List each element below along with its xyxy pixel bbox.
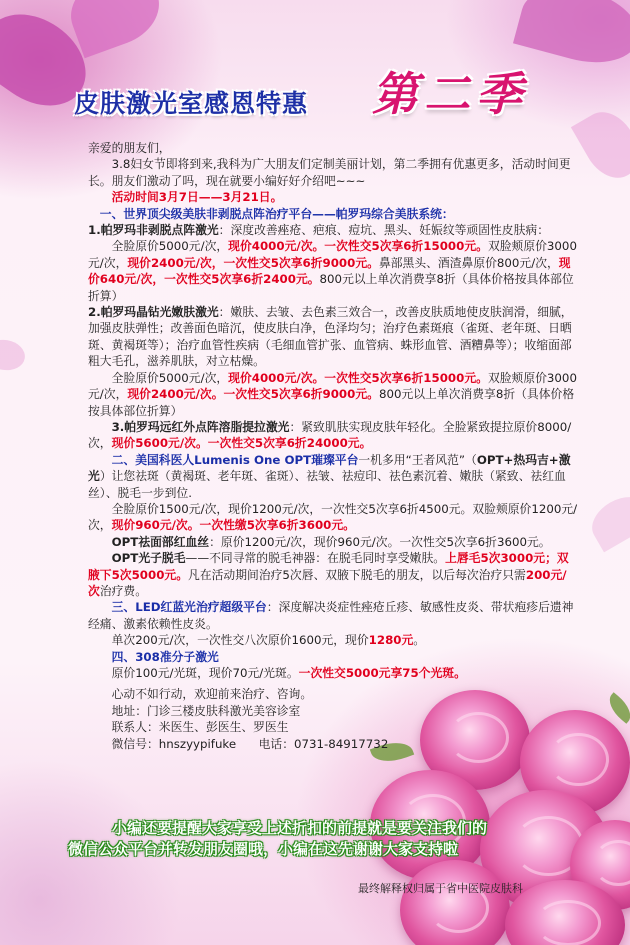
section3-price: [88, 632, 578, 648]
price-highlight: 现价4000元/次。一次性交5次享6折15000元。: [228, 370, 488, 385]
footer-disclaimer: 最终解释权归属于省中医院皮肤科: [358, 882, 523, 895]
section3: [88, 599, 578, 632]
item-desc: ：深度改善痤疮、疤痕、痘坑、黑头、妊娠纹等顽固性皮肤病：: [218, 223, 549, 238]
price-text: 原价100元/光斑，现价70元/光斑。: [111, 666, 299, 680]
section2-opt: OPT+热玛吉+激光: [88, 452, 571, 484]
item-desc: 治疗费。: [99, 583, 148, 598]
section2-item2: [88, 534, 578, 550]
poster-title: 皮肤激光室感恩特惠: [74, 89, 309, 118]
price-highlight: 200元/次: [88, 567, 567, 598]
reminder-note: [68, 818, 588, 860]
price-highlight: 现价5600元/次。一次性交5次享6折24000元。: [111, 436, 372, 451]
price-highlight: 现价640元/次，一次性交5次享6折2400元。: [88, 255, 571, 287]
section1-item3: [88, 419, 578, 452]
price-highlight: 现价2400元/次。一次性交5次享6折9000元。: [127, 387, 379, 402]
reminder-line: 微信公众平台并转发朋友圈哦，小编在这先谢谢大家支持啦: [68, 840, 459, 858]
section2-price: [88, 501, 578, 534]
price-highlight: 1280元: [368, 633, 414, 648]
item-desc: ：原价1200元/次，现价960元/次。一次性交5次享6折3600元。: [209, 534, 551, 549]
greeting: 亲爱的朋友们，: [88, 141, 171, 155]
price-highlight: 现价4000元/次。一次性交5次享6折15000元。: [228, 239, 488, 254]
activity-period: 活动时间3月7日——3月21日。: [111, 190, 283, 205]
season-title: 第二季: [372, 67, 528, 121]
section2-item3: [88, 550, 578, 599]
section1-item2-price: [88, 370, 578, 419]
leaf-decoration: [603, 692, 630, 724]
price-text: 单次200元/次，一次性交八次原价1600元，现价: [111, 633, 369, 648]
price-text: 鼻部黑头、酒渣鼻原价800元/次，: [378, 255, 559, 270]
section2-heading: 二、美国科医人Lumenis One OPT璀璨平台: [111, 452, 359, 467]
item-name: 3.帕罗玛远红外点阵溶脂提拉激光: [111, 419, 290, 434]
section2-desc: 一机多用“王者风范”（: [358, 452, 477, 467]
section4-heading: 四、308准分子激光: [111, 649, 219, 664]
wechat-id: 微信号：hnszyypifuke: [111, 736, 237, 751]
price-highlight: 现价2400元/次，一次性交5次享6折9000元。: [127, 255, 379, 270]
petal-decoration: [0, 337, 27, 373]
petal-decoration: [513, 0, 630, 74]
price-highlight: 上唇毛5次3000元；双腋下5次5000元。: [88, 551, 569, 582]
section1-item2: [88, 304, 578, 370]
price-text: 。: [413, 633, 426, 648]
price-highlight: 现价960元/次。一次性缴5次享6折3600元。: [111, 518, 355, 533]
petal-decoration: [571, 102, 630, 188]
section3-heading: 三、LED红蓝光治疗超级平台: [111, 600, 267, 615]
section1-heading: 一、世界顶尖级美肤非剥脱点阵治疗平台——帕罗玛综合美肤系统：: [99, 206, 454, 221]
item-name: OPT光子脱毛: [111, 551, 186, 566]
price-text: 800元以上单次消费享8折（具体价格按具体部位折算）: [88, 272, 574, 303]
intro-text: 3.8妇女节即将到来,我科为广大朋友们定制美丽计划，第二季拥有优惠更多，活动时间更长。朋友们激动了吗，现在就要小编好好介绍吧~~~: [88, 157, 571, 188]
contact-address: 地址：门诊三楼皮肤科激光美容诊室: [111, 703, 301, 718]
item-desc: ——不同寻常的脱毛神器：在脱毛同时享受嫩肤。: [185, 551, 446, 566]
section1-item1: [88, 222, 578, 238]
poster-content: [88, 140, 578, 752]
section1-item1-price: [88, 238, 578, 304]
phone-number: 电话：0731-84917732: [258, 736, 389, 751]
item-name: 2.帕罗玛晶钻光嫩肤激光: [88, 305, 219, 320]
item-desc: ：嫩肤、去皱、去色素三效合一，改善皮肤质地使皮肤润滑，细腻，加强皮肤弹性；改善面色暗沉，使皮肤白净，色泽均匀；治疗色素斑痕（雀斑、老年斑、日晒斑、黄褐斑等）；治疗血管性疾病（毛细血管扩张、血管病、蛛形血管、酒糟鼻等）；收缩面部粗大毛孔，滋养肌肤，对立枯燥。: [88, 305, 573, 369]
price-text: 双脸颊原价3000元/次，: [88, 239, 577, 270]
item-name: OPT祛面部红血丝: [111, 534, 210, 549]
section4-price: [88, 665, 578, 681]
price-text: 双脸颊原价3000元/次，: [88, 370, 577, 402]
price-text: 全脸原价5000元/次，: [111, 239, 229, 254]
item-desc: 凡在活动期间治疗5次唇、双腋下脱毛的朋友，以后每次治疗只需: [188, 567, 526, 582]
price-highlight: 一次性交5000元享75个光斑。: [298, 666, 466, 680]
price-text: 全脸原价1500元/次，现价1200元/次，一次性交5次享6折4500元。双脸颊原价1200元/次，: [88, 501, 578, 533]
item-name: 1.帕罗玛非剥脱点阵激光: [88, 223, 219, 238]
contact-line: [88, 736, 578, 752]
price-text: 800元以上单次消费享8折（具体价格按具体部位折算）: [88, 387, 575, 418]
section3-desc: ：深度解决炎症性痤疮丘疹、敏感性皮炎、带状疱疹后遗神经痛、激素依赖性皮炎。: [88, 600, 574, 631]
item-desc: ：紧致肌肤实现皮肤年轻化。全脸紧致提拉原价8000/次，: [88, 419, 572, 451]
petal-decoration: [584, 488, 630, 553]
contact-call: 心动不如行动，欢迎前来治疗、咨询。: [111, 687, 313, 702]
reminder-line: 小编还要提醒大家享受上述折扣的前提就是要关注我们的: [112, 819, 488, 837]
section2: [88, 452, 578, 501]
section2-desc: ）让您祛斑（黄褐斑、老年斑、雀斑）、祛皱、祛痘印、祛色素沉着、嫩肤（紧致、祛红血丝）、脱毛一步到位.: [88, 469, 566, 500]
contact-people: 联系人：米医生、彭医生、罗医生: [111, 720, 289, 735]
price-text: 全脸原价5000元/次，: [111, 370, 229, 385]
